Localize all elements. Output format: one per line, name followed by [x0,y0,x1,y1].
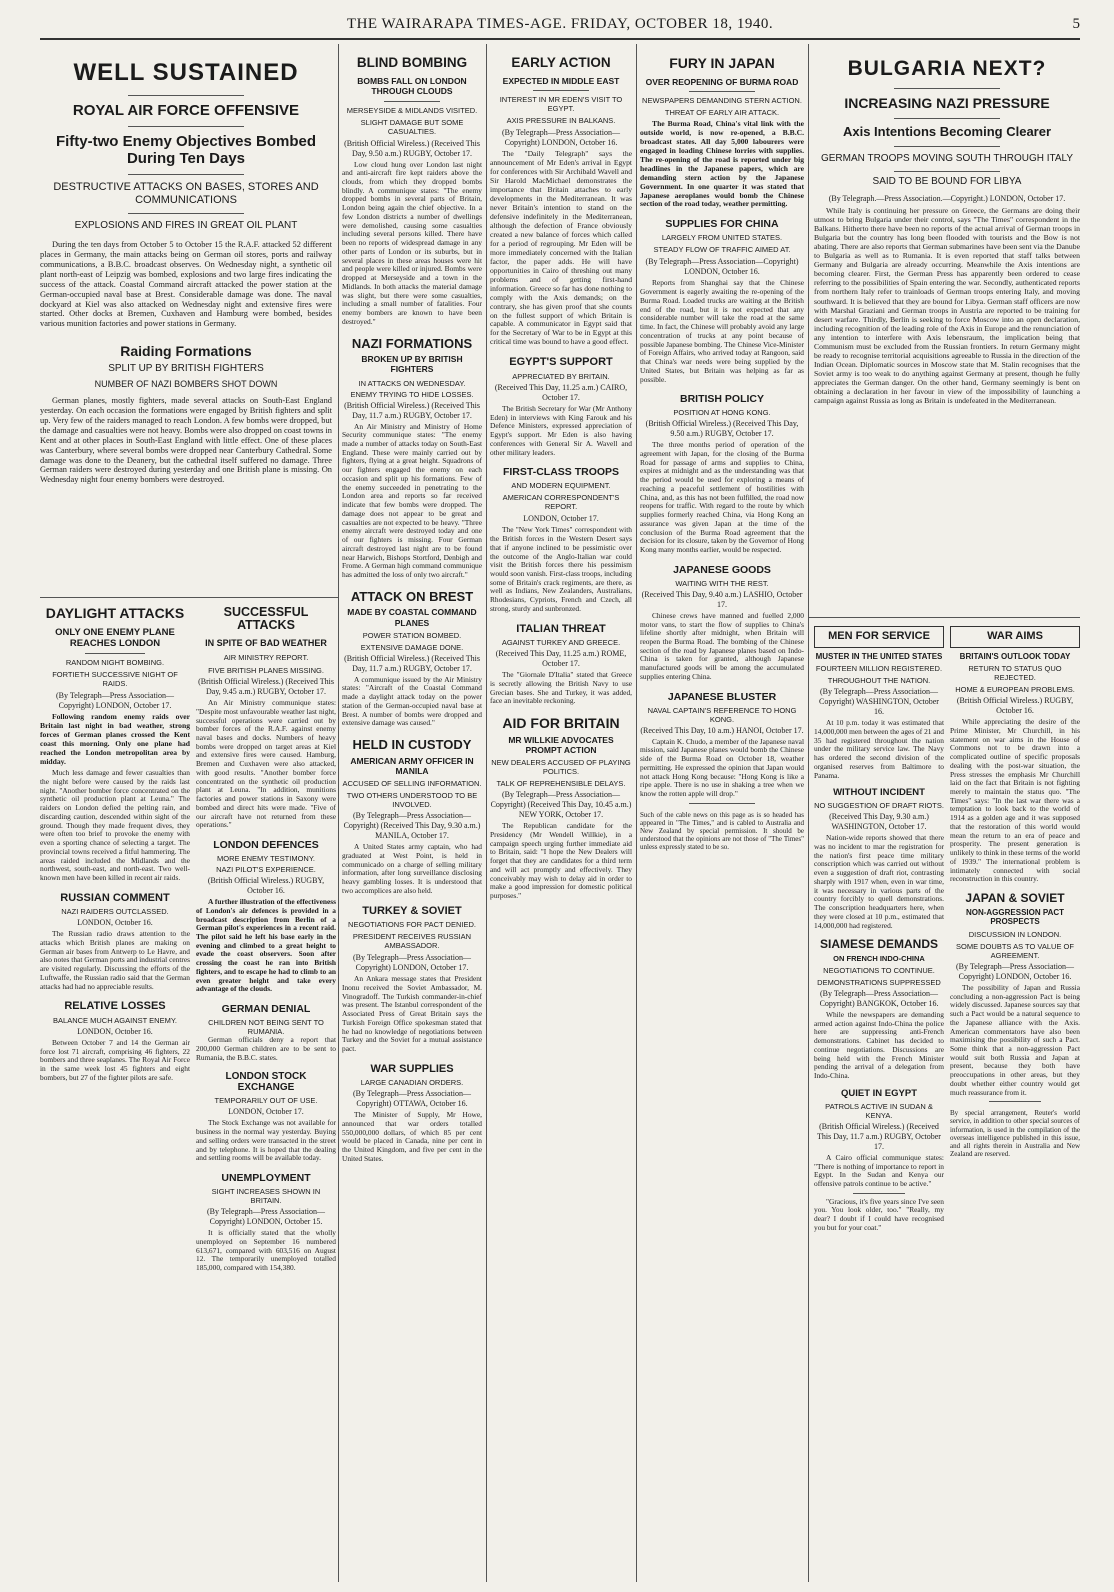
headline: BRITISH POLICY [679,393,764,406]
section-rule [808,617,1080,618]
article-body: German officials deny a report that 200,000 German children are to be sent to Rumania, the B.B.C. states. [196,1035,336,1062]
dateline: (British Official Wireless.) (Received This Day, 11.7 a.m.) RUGBY, October 17. [817,1121,941,1151]
subhead: SOME DOUBTS AS TO VALUE OF AGREEMENT. [956,941,1074,960]
article-body: The possibility of Japan and Russia concluding a non-aggression Pact is being widely discussed. Japanese sources say that such a Pact would be a natural sequence to the Japanese alliance with the Axis. American commentators have also been maximising the possibility of such a Pact. Some think that a non-aggression Pact would suit both Russia and Japan at present, because they both have preoccupations in other areas, but they doubt whether either country would get much reassurance from it. [950,982,1080,1097]
article-body: Reports from Shanghai say that the Chinese Government is eagerly awaiting the re-opening of the Burma Road. Loaded trucks are waiting at the British end of the road, but it is not expected that any considerable number will take the road at the same time. In fact, the Chinese will probably avoid any large concentration of trucks at any point because of possible Japanese bombing. The Chinese Vice-Minister of Foreign Affairs, who arrived today at Rangoon, said that China's war needs were being supplied by the United States, but Britain was helping as far as possible. [640,278,804,384]
subhead: STEADY FLOW OF TRAFFIC AIMED AT. [653,245,791,255]
headline: TURKEY & SOVIET [362,904,462,917]
headline: EGYPT'S SUPPORT [509,356,613,369]
headline: ITALIAN THREAT [516,622,606,635]
masthead-title: THE WAIRARAPA TIMES-AGE. FRIDAY, OCTOBER 18, 1940. [346,16,774,32]
subhead: SLIGHT DAMAGE BUT SOME CASUALTIES. [360,117,464,136]
headline: UNEMPLOYMENT [221,1172,311,1185]
dateline: (Received This Day, 9.40 a.m.) LASHIO, October 17. [641,589,803,609]
subhead: AIR MINISTRY REPORT. [223,653,309,663]
dateline: (Received This Day, 9.30 a.m.) WASHINGTON, October 17. [829,812,929,832]
subhead: AMERICAN CORRESPONDENT'S REPORT. [502,493,620,512]
article-body: An Ankara message states that President Inonu received the Soviet Ambassador, M. Vinogradoff. The Turkish commander-in-chief was present. The Istanbul correspondent of the Associated Press of Great Britain says the Turkish Foreign Office spokesman stated that he had no knowledge of negotiations between Turkey and the Soviet for a mutual assistance pact. [342,974,482,1053]
dateline: (By Telegraph.—Press Association.—Copyright.) LONDON, October 17. [828,193,1066,203]
subhead: POSITION AT HONG KONG. [673,408,771,418]
subhead: LARGELY FROM UNITED STATES. [661,233,783,243]
headline: JAPAN & SOVIET [965,891,1065,906]
deck: GERMAN TROOPS MOVING SOUTH THROUGH ITALY [820,152,1074,164]
subhead: NAZI PILOT'S EXPERIENCE. [216,865,316,875]
article-body: A further illustration of the effectiveness of London's air defences is provided in a broadcast description from Berlin of a German pilot's experiences in a recent raid. The pilot said he left his base early in the evening and climbed to a great height to evade the coast observers. Soon after crossing the coast he ran into British fighters, and to escape he had to climb to an even greater height and take every advantage of the clouds. [196,897,336,994]
subhead: NEGOTIATIONS TO CONTINUE. [823,965,935,975]
page-number: 5 [1072,16,1080,32]
headline: SUPPLIES FOR CHINA [665,218,779,231]
article-body: A United States army captain, who had graduated at West Point, is held in communicado on a charge of selling military information, after long surveillance disclosing heavy gambling losses. It is understood that two accomplices are also held. [342,842,482,895]
subhead: FIVE BRITISH PLANES MISSING. [208,666,324,676]
column-rule [338,44,339,1582]
headline: BULGARIA NEXT? [847,57,1047,80]
subhead: ENEMY TRYING TO HIDE LOSSES. [350,389,474,399]
headline: AID FOR BRITAIN [502,715,620,732]
article-body: The Russian radio draws attention to the attacks which British planes are making on German air bases from Antwerp to Le Havre, and also notes that German ports and industrial centres are visited regularly. Discussing the efforts of the Luftwaffe, the Russian radio said that the German attacks had had no appreciable results. [40,929,190,991]
dateline: (By Telegraph—Press Association—Copyright) LONDON, October 16. [645,257,799,277]
subhead: HOME & EUROPEAN PROBLEMS. [955,685,1075,695]
subhead: BALANCE MUCH AGAINST ENEMY. [53,1015,177,1025]
deck: EXPLOSIONS AND FIRES IN GREAT OIL PLANT [74,220,298,232]
subhead: LARGE CANADIAN ORDERS. [360,1078,464,1088]
subhead: AMERICAN ARMY OFFICER IN MANILA [350,755,474,776]
headline: RELATIVE LOSSES [64,1000,166,1013]
article-well-sustained [40,52,332,592]
subhead: AND MODERN EQUIPMENT. [511,481,611,491]
subhead: RETURN TO STATUS QUO REJECTED. [968,664,1062,683]
headline: JAPANESE BLUSTER [667,690,777,703]
headline: NAZI FORMATIONS [351,335,473,351]
subhead: PRESIDENT RECEIVES RUSSIAN AMBASSADOR. [352,932,472,951]
deck: Fifty-two Enemy Objectives Bombed During Ten Days [55,133,317,168]
dateline: (Received This Day, 10 a.m.) HANOI, October 17. [640,725,804,735]
article-body: A communique issued by the Air Ministry states: "Aircraft of the Coastal Command made a daylight attack today on the power station of the German-occupied naval base at Brest. A number of bombs were dropped and extensive damage was caused." [342,674,482,728]
dateline: (British Official Wireless.) RUGBY, October 16. [207,876,325,896]
dateline: (By Telegraph—Press Association—Copyright) LONDON, October 17. [353,953,471,973]
headline: WAR SUPPLIES [370,1062,454,1075]
subhead: IN ATTACKS ON WEDNESDAY. [358,378,466,388]
article-body: Chinese crews have manned and fuelled 2,000 motor vans, to start the flow of supplies to China's lifeline shortly after midnight, when Britain will reopen the Burma Road. The bombing of the Chinese section of the road by Japanese planes based on Indo-China is taken for granted, although Japanese manufactured goods will be among the accumulated supplies entering China. [640,610,804,681]
deck: ROYAL AIR FORCE OFFENSIVE [72,102,300,120]
subhead: CHILDREN NOT BEING SENT TO RUMANIA. [208,1018,324,1037]
article-body: Low cloud hung over London last night and anti-aircraft fire kept raiders above the clouds, from which they dropped bombs blindly. A communique states: "The enemy dropped bombs in several parts of Britain, London being again the chief objective. In a few London districts a number of dwellings were demolished, causing some casualties including several persons killed. There have been no reports of widespread damage in any other parts of London or its suburbs, but in several places in these areas houses were hit and people were killed or injured. Bombs were dropped at Merseyside and a town in the Midlands. In both attacks the material damage was slight, but there were some casualties, including a small number of fatalities. Four enemy bombers are known to have been destroyed." [342,159,482,326]
subhead: TALK OF REPREHENSIBLE DELAYS. [496,779,626,789]
headline: HELD IN CUSTODY [352,737,472,753]
headline: JAPANESE GOODS [673,563,771,576]
subhead: DEMONSTRATIONS SUPPRESSED [817,977,941,987]
subhead: INTEREST IN MR EDEN'S VISIT TO EGYPT. [499,95,623,114]
headline: SIAMESE DEMANDS [819,937,938,952]
headline: LONDON DEFENCES [213,839,319,852]
article-body: During the ten days from October 5 to October 15 the R.A.F. attacked 52 different places in Germany, the main attacks being on German oil stores, ports and railway communications, a B.B.C. broadcast observes. On Wednesday night, a synthetic oil plant north-east of Leipzig was bombed, explosions and two large fires indicating the success of the attack. Coastal Command aircraft attacked the power station at the German-occupied naval base at Brest. Considerable damage was done. The naval dockyard at Kiel was also attacked on Wednesday night and extensive fires were started. Other docks at Bremen, Cuxhaven and Hamburg were bombed, besides various munition factories and power stations in Germany. [40,240,332,329]
subhead: NON-AGGRESSION PACT PROSPECTS [965,907,1065,927]
dateline: (British Official Wireless.) (Received This Day, 9.50 a.m.) RUGBY, October 17. [344,138,480,158]
headline: FIRST-CLASS TROOPS [502,466,620,479]
subhead: NAZI RAIDERS OUTCLASSED. [61,907,169,917]
subhead: FOURTEEN MILLION REGISTERED. [815,664,943,674]
subhead: MR WILLKIE ADVOCATES PROMPT ACTION [508,734,614,755]
subhead: SPLIT UP BY BRITISH FIGHTERS [108,363,264,375]
subhead: NEGOTIATIONS FOR PACT DENIED. [348,920,476,930]
article-body: The Stock Exchange was not available for business in the normal way yesterday. Buying and selling orders were transacted in the street and by telephone. It is hoped that the dealing and settling rooms will be available today. [196,1118,336,1163]
subhead: MADE BY COASTAL COMMAND PLANES [347,607,477,628]
article-body: The "Giornale D'Italia" stated that Greece is secretly allowing the British Navy to use Grecian bases. She and Turkey, it was added, face an inevitable reckoning. [490,670,632,706]
headline: DAYLIGHT ATTACKS [45,605,185,621]
headline: QUIET IN EGYPT [840,1087,917,1099]
dateline: (By Telegraph—Press Association—Copyright) LONDON, October 17. [56,691,174,711]
subhead: DISCUSSION IN LONDON. [968,929,1062,939]
headline: GERMAN DENIAL [221,1003,311,1016]
headline: FURY IN JAPAN [669,55,775,71]
article-body: At 10 p.m. today it was estimated that 14,000,000 men between the ages of 21 and 35 had registered throughout the nation under the military service law. The Navy has ordered the second division of the organised reserves from Baltimore to Panama. [814,718,944,780]
subhead: PATROLS ACTIVE IN SUDAN & KENYA. [825,1101,933,1120]
dateline: LONDON, October 17. [523,514,599,524]
subhead: MORE ENEMY TESTIMONY. [217,854,315,864]
subhead: MERSEYSIDE & MIDLANDS VISITED. [346,105,478,115]
article-body: The Republican candidate for the Presidency (Mr Wendell Willkie), in a campaign speech urging further immediate aid to Britain, said: "I hope the New Dealers will forget that they are candidates for a third term and will act promptly and effectively. They conceivably may wish to delay aid in order to make a good impression for domestic political purposes." [490,821,632,901]
subhead: AGAINST TURKEY AND GREECE. [501,638,621,648]
column-rule [808,44,809,1582]
subhead: NAVAL CAPTAIN'S REFERENCE TO HONG KONG. [647,705,797,724]
article-body: Much less damage and fewer casualties than the night before were caused by the raids last night. "Another bomber force concentrated on the synthetic oil production plant at Leuna." The raiders on London defied the pelting rain, and discarding caution, descended within sight of the ground. Though they made frequent dives, they were often too brief to provoke the enemy with even a sporting chance of selecting a target. The provincial towns received a fitful hammering. The areas raided included the Midlands and the northwest, south-east, and north-east. Two well-known men have been killed in recent air raids. [40,768,190,882]
subhead: FORTIETH SUCCESSIVE NIGHT OF RAIDS. [52,670,178,689]
subhead: OVER REOPENING OF BURMA ROAD [645,76,799,87]
subhead: TEMPORARILY OUT OF USE. [214,1096,318,1106]
article-body: The three months period of operation of the agreement with Japan, for the closing of the Burma Road for passage of arms and supplies to China, expires at midnight and as the understanding was that the period would be used for exploring a means of reaching a peaceful settlement of hostilities with China, and, as this has not been fulfilled, the road now reopens for traffic. With regard to the route by which supplies formerly reached China, via Hong Kong an assurance was given Japan at the time of the conclusion of the Burma Road agreement that the decision for its closure, taken by the Governor of Hong Kong many months earlier, would be respected. [640,440,804,555]
article-daylight-attacks [40,604,190,1580]
article-bulgaria-next [814,52,1080,612]
subhead: EXPECTED IN MIDDLE EAST [502,76,620,87]
dateline: LONDON, October 16. [77,918,153,928]
reuters-note: By special arrangement, Reuter's world service, in addition to other special sources of information, is used in the compilation of the overseas intelligence published in this issue, and all rights therein in Australia and New Zealand are reserved. [950,1109,1080,1158]
subhead: BRITAIN'S OUTLOOK TODAY [959,651,1071,661]
headline: EARLY ACTION [511,55,611,70]
article-body: An Air Ministry and Ministry of Home Security communique states: "The enemy made a number of attacks today on South-East England. These were mainly carried out by fighters, flying at a great height. Squadrons of our fighters engaged the enemy on each occasion and split up his formations. Few of the enemy succeeded in penetrating to the London area and reports so far received indicate that few bombs were dropped. The damage does not appear to be great and casualties are not expected to be heavy. "Three enemy aircraft were destroyed today and one of our fighters is missing. Four German aircraft destroyed last night are to be found near Harwich, Bishops Stortford, Denbigh and Frome. A German high command communique has admitted the loss of only two aircraft." [342,421,482,579]
subhead: AXIS PRESSURE IN BALKANS. [506,116,616,126]
subhead: EXTENSIVE DAMAGE DONE. [360,642,464,652]
headline: LONDON STOCK EXCHANGE [225,1071,307,1093]
article-body: Between October 7 and 14 the German air force lost 71 aircraft, comprising 46 fighters, 22 bombers and three seaplanes. The Royal Air Force in the same week lost 45 fighters and eight bombers, but 27 of the fighter pilots are safe. [40,1037,190,1082]
deck: INCREASING NAZI PRESSURE [844,95,1050,112]
dateline: (British Official Wireless.) (Received This Day, 11.7 a.m.) RUGBY, October 17. [344,653,480,673]
article-body: German planes, mostly fighters, made several attacks on South-East England yesterday. On each occasion the formations were engaged by British fighters and split up. Very few of the raiders managed to reach London. A few bombs were dropped, but the damage and casualties were not heavy. Bombs were also dropped on coast towns in Kent and at other places in South-East England with little effect. One of these places was Canterbury, where several bombs were dropped near Canterbury Cathedral. Some damage was done to the Deanery, but the cathedral itself suffered no damage. Three German raiders were destroyed during yesterday and one British plane is missing. On Wednesday night four enemy bombers were destroyed. [40,396,332,485]
article-war-aims [950,624,1080,1584]
article-body: Nation-wide reports showed that there was no incident to mar the registration for the nation's first peace time military conscription which was carried out without even a suggestion of draft riot, contrasting sharply with 1917 when, even in war time, it was necessary in various parts of the country forcibly to quell demonstrations. The conscription headquarters here, when they were closed at 10 p.m., estimated that 14,000,000 had registered. [814,833,944,930]
dateline: (British Official Wireless.) RUGBY, October 16. [956,696,1074,716]
dateline: LONDON, October 17. [228,1107,304,1117]
article-body: The British Secretary for War (Mr Anthony Eden) in interviews with King Farouk and his Defence Ministers, expressed appreciation of Egypt's support. Mr Eden is also having conferences with General Sir A. Wavell and other military leaders. [490,403,632,457]
dateline: (By Telegraph—Press Association—Copyright) LONDON, October 16. [502,128,620,148]
subhead: ONLY ONE ENEMY PLANE REACHES LONDON [55,626,175,650]
article-body: Captain K. Chudo, a member of the Japanese naval mission, said Japanese planes would bomb the Chinese side of the Burma Road on October 18, weather permitting. He expressed the opinion that Japan would not attack Hong Kong because: "Hong Kong is like a ripe apple. There is no use in shaking a tree when we know the rotten apple will drop." [640,736,804,799]
headline: BLIND BOMBING [356,55,468,70]
article-body: The Burma Road, China's vital link with the outside world, is now re-opened, a B.B.C. broadcast states. All day 5,000 labourers were engaged in loading Chinese lorries with supplies. The re-opening of the road is reported under big headlines in the Japanese papers, which are demanding stern action by the Japanese Government. In one quarter it was stated that Japanese aeroplanes would bomb the Chinese section of the road today, weather permitting. [640,118,804,209]
dateline: (British Official Wireless.) (Received This Day, 11.7 a.m.) RUGBY, October 17. [344,400,480,420]
article-body: The Minister of Supply, Mr Howe, announced that war orders totalled 550,000,000 dollars, of which 85 per cent would be placed in Canada, nine per cent in the United Kingdom, and five per cent in the United States. [342,1110,482,1163]
article-fury-in-japan [640,52,804,1582]
subhead: BOMBS FALL ON LONDON THROUGH CLOUDS [357,76,467,97]
dateline: (British Official Wireless.) (Received This Day, 9.45 a.m.) RUGBY, October 17. [198,677,334,697]
column-rule [486,44,487,1582]
headline: WITHOUT INCIDENT [833,787,925,799]
article-body: A Cairo official communique states: "There is nothing of importance to report in Egypt. In the Sudan and Kenya our offensive patrols continue to be active." [814,1152,944,1188]
article-body: It is officially stated that the wholly unemployed on September 16 numbered 613,671, compared with 603,516 on August 12. The temporarily unemployed totalled 185,000, compared with 154,380. [196,1228,336,1272]
deck: Axis Intentions Becoming Clearer [842,123,1052,139]
headline: SUCCESSFUL ATTACKS [223,605,309,633]
subhead: SIGHT INCREASES SHOWN IN BRITAIN. [211,1187,321,1206]
article-blind-bombing [342,52,482,1582]
dateline: (Received This Day, 11.25 a.m.) CAIRO, October 17. [494,382,628,402]
subhead: POWER STATION BOMBED. [362,630,462,640]
subhead: ON FRENCH INDO-CHINA [833,953,925,963]
headline: ATTACK ON BREST [350,588,474,604]
subhead: NO SUGGESTION OF DRAFT RIOTS. [814,801,944,811]
subhead: NEWSPAPERS DEMANDING STERN ACTION. [642,95,802,105]
dateline: (By Telegraph—Press Association—Copyright) OTTAWA, October 16. [353,1089,471,1109]
subhead: BROKEN UP BY BRITISH FIGHTERS [361,354,463,375]
dateline: (By Telegraph—Press Association—Copyright) BANGKOK, October 16. [819,988,939,1008]
masthead [40,16,1080,40]
article-body: The "Daily Telegraph" says the announcement of Mr Eden's arrival in Egypt for conferences with Sir Archibald Wavell and Sir Harold MacMichael demonstrates the importance that Britain attaches to early developments in the Mediterranean. It was never Britain's intention to stand on the defensive indefinitely in the Mediterranean, although the defection of France obviously created a new balance of forces which called for a period of regrouping. Mr Eden will be more immediately concerned with the Italian factor, the paper adds. He will have opportunities in Cairo of threshing out many problems and of getting first-hand information. Greece so far has done nothing to comply with the Axis demands; on the contrary, she has given proof that she counts on the fullest support of which Britain is capable. A communicator in Egypt said that for the Secretary of War to be in Egypt at this critical time was bound to have a good effect. [490,149,632,347]
headline: WAR AIMS [950,626,1080,648]
subhead: THREAT OF EARLY AIR ATTACK. [664,107,780,117]
copyright-note: Such of the cable news on this page as is so headed has appeared in "The Times," and is cabled to Australia and New Zealand by special permission. It should be understood that the opinions are not those of "The Times" unless expressly stated to be so. [640,810,804,852]
subhead: NUMBER OF NAZI BOMBERS SHOT DOWN [94,379,278,390]
article-body: While Italy is continuing her pressure on Greece, the Germans are doing their utmost to bring Bulgaria under their control, says "The Times" correspondent in the Balkans. Hitherto there have been no reports of the actual arrival of German troops in Bulgaria but the country has long been flooded with tourists and the Bow is not abating. There are also reports that German submarines have been sent via the Danube to Bulgaria as well as to Rumania. It is even reported that staff talks between Germany and Bulgaria are already occurring. Meanwhile the Axis intentions are becoming clearer. First, the German Press has apparently been ordered to cease referring to the possibilities of Spain entering the war. Secondly, authenticated reports from northern Italy refer to trainloads of German troops entering Italy, and moving southward. It is believed that they are bound for Libya. German staff officers are now with Marshal Graziani and German troops in Austria are reported to be training for desert warfare. Thirdly, Berlin is seeking to force Moscow into an open declaration, including recognition of the leading role of the Axis in Europe and the renunciation of any intention to interfere with Axis lebensraum, the implication being that Communism must be excluded from the Russian frontiers. In return Germany might be ready to recognise territorial acquisitions agreeable to Russia in the direction of the Indian Ocean. Diplomatic sources in Moscow state that M. Stalin recognises that the Soviet army is too weak to do anything against Germany at present, though he fully appreciates the German danger. On the other hand, Germany seemingly is bent on obtaining a declaration in her favour in view of the impossibility of launching a campaign against Russia as long as Britain is undefeated in the Mediterranean. [814,205,1080,406]
headline: WELL SUSTAINED [73,59,299,86]
headline: MEN FOR SERVICE [814,626,944,648]
article-body: An Air Ministry communique states: "Despite most unfavourable weather last night, successful operations were carried out by bomber forces of the R.A.F. against enemy naval bases and docks. Numbers of heavy bombs were dropped on target areas at Kiel and extensive fires were caused. Hamburg, Bremen and Cuxhaven were also attacked, with good results. "Another bomber force concentrated on the synthetic oil production plant at Leuna. "In addition, munitions factories and power stations in Saxony were bombed and direct hits were made. "Five of our aircraft have not returned from these operations." [196,698,336,830]
dateline: (Received This Day, 11.25 a.m.) ROME, October 17. [495,649,627,669]
article-body: While appreciating the desire of the Prime Minister, Mr Churchill, in his statement on war aims in the House of Commons not to be drawn into a complicated outline of specific proposals dealing with the post-war situation, the Press stresses the emphasis Mr Churchill laid on the fact that Britain is not fighting merely to maintain the status quo. "The Times" says: "In the last war there was a temptation to look back to the world of 1914 as a golden age and it was supposed that the restoration of this world would mean the return to an era of peace and prosperity. The present generation is unlikely to think in these terms of the world of 1939." The international problem is intimately connected with social reconstruction in this country. [950,717,1080,884]
subhead: APPRECIATED BY BRITAIN. [512,371,610,381]
article-lead: Following random enemy raids over Britain last night in bad weather, strong forces of German planes crossed the Kent coast this morning. Only one plane had reached the London metropolitan area by midday. [40,712,190,767]
dateline: (By Telegraph—Press Association—Copyright) LONDON, October 15. [207,1207,325,1227]
article-men-for-service [814,624,944,1584]
subhead: MUSTER IN THE UNITED STATES [815,651,943,661]
article-body: While the newspapers are demanding armed action against Indo-China the police here are suppressing anti-French demonstrations. Cabinet has decided to continue negotiations. Discussions are being held with the French Minister pending the arrival of a delegation from Indo-China. [814,1009,944,1081]
subhead: ACCUSED OF SELLING INFORMATION. [342,779,482,789]
subhead: Raiding Formations [120,343,252,360]
subhead: WAITING WITH THE REST. [675,578,769,588]
dateline: (By Telegraph—Press Association—Copyright) (Received This Day, 10.45 a.m.) NEW YORK, October 17. [490,790,632,820]
subhead: NEW DEALERS ACCUSED OF PLAYING POLITICS. [491,758,631,777]
dateline: LONDON, October 16. [77,1026,153,1036]
dateline: (By Telegraph—Press Association—Copyright) (Received This Day, 9.30 a.m.) MANILA, October 17. [343,811,481,841]
subhead: IN SPITE OF BAD WEATHER [205,638,327,649]
subhead: RANDOM NIGHT BOMBING. [65,658,165,668]
deck: DESTRUCTIVE ATTACKS ON BASES, STORES AND COMMUNICATIONS [53,180,319,206]
article-body: The "New York Times" correspondent with the British forces in the Western Desert says that if anyone inclined to be pessimistic over the outcome of the Anglo-Italian war could visit the British forces there his pessimism would soon vanish. First-class troops, including some of Britain's crack regiments, are there, as well as Indians, New Zealanders, Australians, Rhodesians, Cypriots, French and Czech, all strong, sturdy and sunbronzed. [490,525,632,613]
column-rule [636,44,637,1582]
dateline: (British Official Wireless.) (Received This Day, 9.50 a.m.) RUGBY, October 17. [645,419,799,439]
headline: RUSSIAN COMMENT [60,891,170,904]
article-early-action [490,52,632,1582]
dateline: (By Telegraph—Press Association—Copyright) LONDON, October 16. [956,961,1074,981]
subhead: THROUGHOUT THE NATION. [827,676,931,686]
deck: SAID TO BE BOUND FOR LIBYA [872,175,1022,187]
subhead: TWO OTHERS UNDERSTOOD TO BE INVOLVED. [346,791,478,810]
filler-joke: "Gracious, it's five years since I've seen you. You look older, too." "Really, my dear? I doubt if I could have recognised you but for your coat." [814,1196,944,1232]
article-successful-attacks [196,604,336,1580]
dateline: (By Telegraph—Press Association—Copyright) WASHINGTON, October 16. [819,687,939,717]
section-rule [40,597,338,598]
